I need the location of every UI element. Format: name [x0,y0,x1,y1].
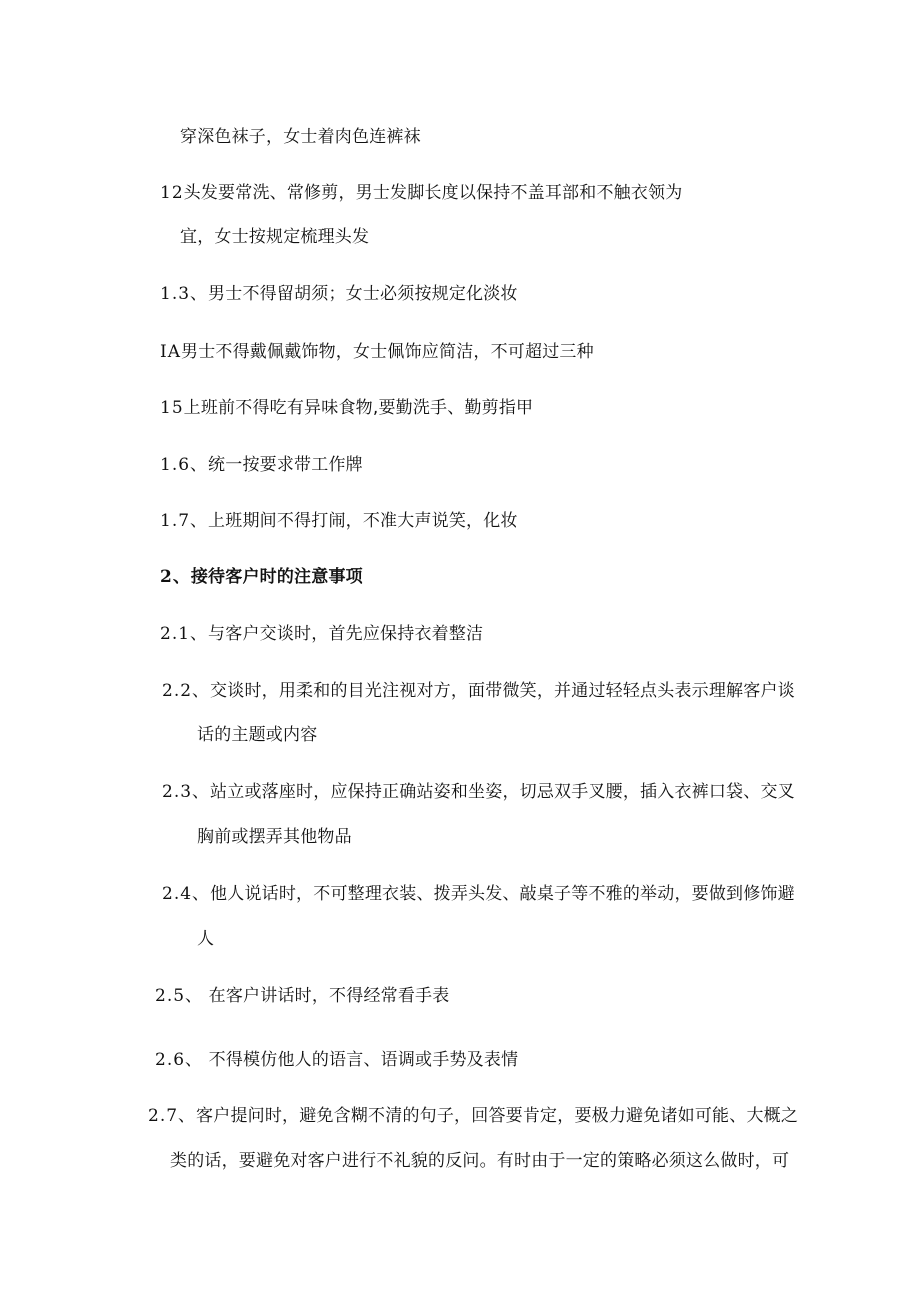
item-1-7: 1.7、上班期间不得打闹，不准大声说笑，化妆 [160,511,518,531]
item-2-7-continued: 类的话，要避免对客户进行不礼貌的反问。有时由于一定的策略必须这么做时，可 [170,1151,790,1171]
item-2-2: 2.2、交谈时，用柔和的目光注视对方，面带微笑，并通过轻轻点头表示理解客户谈 [162,681,795,701]
item-1-3: 1.3、男士不得留胡须；女士必须按规定化淡妆 [160,284,518,304]
item-2-3: 2.3、站立或落座时，应保持正确站姿和坐姿，切忌双手叉腰，插入衣裤口袋、交叉 [162,782,795,802]
item-2-2-continued: 话的主题或内容 [197,725,318,745]
item-1-6: 1.6、统一按要求带工作牌 [160,455,363,475]
item-2-7: 2.7、客户提问时，避免含糊不清的句子，回答要肯定，要极力避免诸如可能、大概之 [148,1106,799,1126]
item-2-1: 2.1、与客户交谈时，首先应保持衣着整洁 [160,624,484,644]
item-1-2: 12头发要常洗、常修剪，男士发脚长度以保持不盖耳部和不触衣领为 [160,183,683,203]
item-1-5: 15上班前不得吃有异味食物,要勤洗手、勤剪指甲 [160,398,534,418]
text-line-1: 穿深色袜子，女士着肉色连裤袜 [180,127,421,147]
item-2-5: 2.5、 在客户讲话时，不得经常看手表 [155,986,450,1006]
item-2-3-continued: 胸前或摆弄其他物品 [197,827,352,847]
section-2-heading: 2、接待客户时的注意事项 [160,567,363,587]
item-2-6: 2.6、 不得模仿他人的语言、语调或手势及表情 [155,1050,519,1070]
item-2-4-continued: 人 [197,929,215,949]
item-1-2-continued: 宜，女士按规定梳理头发 [180,227,370,247]
item-1-4: IA男士不得戴佩戴饰物，女士佩饰应简洁，不可超过三种 [160,342,594,362]
item-2-4: 2.4、他人说话时，不可整理衣装、拨弄头发、敲桌子等不雅的举动，要做到修饰避 [162,884,795,904]
